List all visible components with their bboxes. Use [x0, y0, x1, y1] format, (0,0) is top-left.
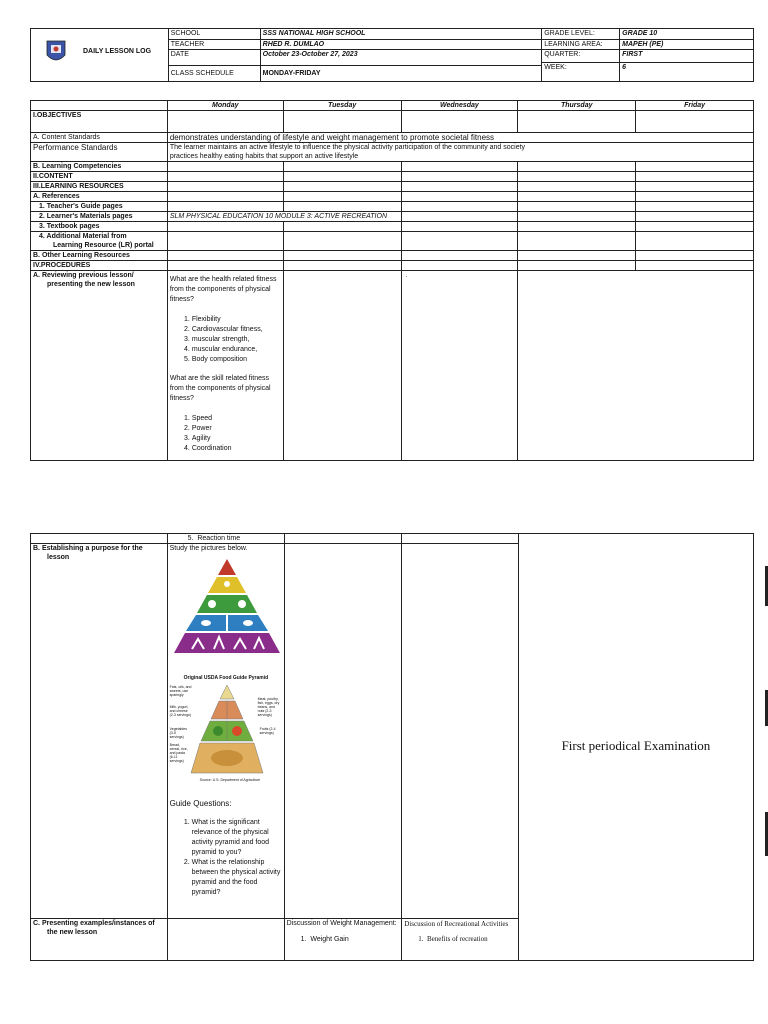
row-content: II.CONTENT [31, 172, 168, 182]
row-additional-material [31, 232, 168, 251]
school-label: SCHOOL [168, 29, 260, 40]
schedule-label: CLASS SCHEDULE [168, 66, 260, 82]
list-item: 3. Agility [192, 434, 281, 444]
benefits-recreation-item: Benefits of recreation [427, 935, 488, 943]
header [30, 28, 754, 82]
day-monday: Monday [167, 101, 283, 111]
food-pyramid-label: Meat, poultry, fish, eggs, dry beans, and nuts (2-3 servings) [257, 697, 280, 717]
schedule-value: MONDAY-FRIDAY [260, 66, 542, 82]
reaction-time-cell: 5. Reaction time [167, 534, 284, 544]
list-item: 1. Flexibility [192, 315, 281, 325]
list-item: 1. Speed [192, 414, 281, 424]
row-teachers-guide: 1. Teacher's Guide pages [31, 202, 168, 212]
performance-standards-line2: practices healthy eating habits that support an active lifestyle [169, 153, 359, 160]
row-procedures: IV.PROCEDURES [31, 261, 168, 271]
row-presenting-examples [31, 919, 168, 961]
additional-material-line1: 4. Additional Material from [39, 233, 127, 240]
grade-label: GRADE LEVEL: [542, 29, 620, 40]
content-standards-text: demonstrates understanding of lifestyle and weight management to promote societal fitness [167, 133, 753, 143]
list-item: 1. What is the significant relevance of the physical activity pyramid and food pyramid to you? [192, 818, 282, 858]
row-resources: III.LEARNING RESOURCES [31, 182, 168, 192]
lesson-table-page2 [30, 533, 754, 961]
row-textbook: 3. Textbook pages [31, 222, 168, 232]
guide-questions-list [170, 818, 282, 898]
food-pyramid-source: Source: U.S. Department of Agriculture [199, 778, 261, 782]
health-fitness-question: What are the health related fitness from the components of physical fitness? [169, 276, 277, 303]
list-item: 3. muscular strength, [192, 335, 281, 345]
reviewing-line1: A. Reviewing previous lesson/ [33, 272, 134, 279]
date-value: October 23-October 27, 2023 [260, 50, 542, 66]
recreational-activities-text: Discussion of Recreational Activities [404, 920, 509, 928]
food-pyramid-label: Milk, yogurt, and cheese (2-3 servings) [169, 705, 192, 717]
reaction-time-item: Reaction time [197, 535, 241, 542]
list-item: 2. What is the relationship between the physical activity pyramid and the food pyramid? [192, 858, 282, 898]
row-content-standards: A. Content Standards [31, 133, 168, 143]
quarter-label: QUARTER: [542, 50, 620, 63]
purpose-line2: lesson [47, 554, 70, 561]
food-pyramid-icon [190, 683, 264, 775]
list-item: 4. Coordination [192, 444, 281, 454]
teacher-value: RHED R. DUMLAO [260, 39, 542, 50]
monday-purpose-cell [167, 544, 284, 919]
wednesday-dot: . [401, 271, 518, 461]
doc-title: DAILY LESSON LOG [83, 48, 152, 55]
row-reviewing [31, 271, 168, 461]
day-wednesday: Wednesday [401, 101, 518, 111]
list-item: 2. Cardiovascular fitness, [192, 325, 281, 335]
row-objectives: I.OBJECTIVES [31, 111, 168, 133]
learners-materials-text: SLM PHYSICAL EDUCATION 10 MODULE 3: ACTIVE RECREATION [167, 212, 401, 222]
row-establishing-purpose [31, 544, 168, 919]
teacher-label: TEACHER [168, 39, 260, 50]
reviewing-line2: presenting the new lesson [47, 281, 135, 288]
health-fitness-list [170, 315, 281, 365]
row-competencies: B. Learning Competencies [31, 162, 168, 172]
quarter-value: FIRST [620, 50, 754, 63]
list-item: 2. Power [192, 424, 281, 434]
study-pictures-text: Study the pictures below. [169, 545, 248, 552]
header-table [30, 28, 754, 82]
skill-fitness-list [170, 414, 281, 454]
skill-fitness-question: What are the skill related fitness from the components of physical fitness? [169, 375, 271, 402]
wednesday-presenting-cell: Discussion of Recreational Activities 1. Benefits of recreation [402, 919, 519, 961]
food-pyramid-label: Bread, cereal, rice, and pasta (6-11 servings) [169, 743, 188, 763]
food-pyramid-label: Fruits (2-4 servings) [259, 727, 276, 735]
area-value: MAPEH (PE) [620, 39, 754, 50]
food-pyramid-label: Fats, oils, and sweets, use sparingly [169, 685, 192, 697]
row-learners-materials: 2. Learner's Materials pages [31, 212, 168, 222]
row-performance-standards: Performance Standards [31, 143, 168, 162]
exam-cell [518, 534, 753, 961]
weight-gain-item: Weight Gain [310, 936, 349, 943]
day-friday: Friday [636, 101, 754, 111]
exam-label: First periodical Examination [561, 738, 711, 753]
weight-management-text: Discussion of Weight Management: [286, 920, 397, 927]
day-tuesday: Tuesday [283, 101, 401, 111]
row-references: A. References [31, 192, 168, 202]
week-label: WEEK: [542, 63, 620, 82]
food-guide-pyramid [170, 675, 282, 793]
food-pyramid-label: Vegetables (3-5 servings) [169, 727, 187, 739]
performance-standards-line1: The learner maintains an active lifestyle to influence the physical activity participation of the community and society [169, 144, 526, 151]
row-other-resources: B. Other Learning Resources [31, 251, 168, 261]
day-thursday: Thursday [518, 101, 636, 111]
logo-cell [31, 29, 169, 82]
presenting-line2: the new lesson [47, 929, 98, 936]
monday-reviewing-cell [167, 271, 283, 461]
food-pyramid-caption: Original USDA Food Guide Pyramid [183, 675, 269, 681]
purpose-line1: B. Establishing a purpose for the [33, 545, 143, 552]
tuesday-presenting-cell: Discussion of Weight Management: 1. Weight Gain [284, 919, 402, 961]
list-item: 5. Body composition [192, 355, 281, 365]
deped-seal-icon [45, 39, 67, 65]
date-label: DATE [168, 50, 260, 66]
school-value: SSS NATIONAL HIGH SCHOOL [260, 29, 542, 40]
additional-material-line2: Learning Resource (LR) portal [53, 242, 154, 249]
week-value: 6 [620, 63, 754, 82]
presenting-line1: C. Presenting examples/instances of [33, 920, 155, 927]
area-label: LEARNING AREA: [542, 39, 620, 50]
guide-questions-title: Guide Questions: [169, 799, 232, 808]
performance-standards-text [167, 143, 753, 162]
lesson-table-page1 [30, 100, 754, 461]
grade-value: GRADE 10 [620, 29, 754, 40]
list-item: 4. muscular endurance, [192, 345, 281, 355]
physical-activity-pyramid-icon [172, 557, 282, 655]
